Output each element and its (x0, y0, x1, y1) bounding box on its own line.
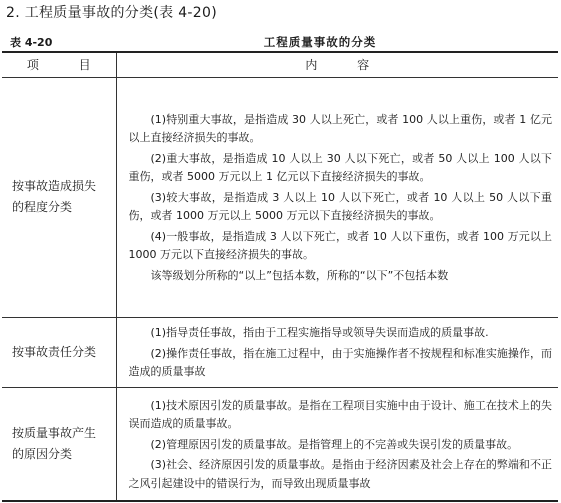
table-number: 表 4-20 (10, 36, 53, 49)
content-item: (2)管理原因引发的质量事故。是指管理上的不完善或失误引发的质量事故。 (150, 437, 519, 451)
table-row (2, 317, 558, 387)
content-item: 该等级划分所称的“以上”包括本数，所称的“以下”不包括本数 (150, 268, 449, 282)
row-category: 按事故责任分类 (2, 317, 116, 387)
content-item: (1)特别重大事故，是指造成 30 人以上死亡，或者 100 人以上重伤，或者 1 亿元以上直接经济损失的事故。 (128, 112, 552, 145)
content-item: (3)较大事故，是指造成 3 人以上 10 人以下死亡，或者 10 人以上 50 人以下重伤，或者 1000 万元以上 5000 万元以下直接经济损失的事故。 (128, 190, 552, 223)
row-content (116, 77, 558, 317)
classification-table (2, 51, 558, 502)
table-row (2, 387, 558, 501)
content-item: (4)一般事故，是指造成 3 人以下死亡，或者 10 人以下重伤，或者 100 万元以上 1000 万元以下直接经济损失的事故。 (128, 229, 552, 262)
content-item: (1)指导责任事故，指由于工程实施指导或领导失误而造成的质量事故. (150, 326, 489, 340)
table-header-row (2, 52, 558, 77)
content-item: (1)技术原因引发的质量事故。是指在工程项目实施中由于设计、施工在技术上的失误而造成的质量事故。 (128, 398, 552, 430)
content-item: (3)社会、经济原因引发的质量事故。是指由于经济因素及社会上存在的弊端和不正之风引起建设中的错误行为，而导致出现质量事故 (128, 458, 552, 490)
section-heading: 2. 工程质量事故的分类(表 4-20) (6, 5, 217, 21)
row-content (116, 387, 558, 501)
content-item: (2)操作责任事故，指在施工过程中，由于实施操作者不按规程和标准实施操作，而造成的质量事故 (128, 346, 552, 379)
row-content (116, 317, 558, 387)
header-item: 项 目 (2, 52, 116, 77)
content-item: (2)重大事故，是指造成 10 人以上 30 人以下死亡，或者 50 人以上 100 人以下重伤，或者 5000 万元以上 1 亿元以下直接经济损失的事故。 (128, 151, 552, 184)
table-title: 工程质量事故的分类 (263, 35, 377, 49)
table-row (2, 77, 558, 317)
row-category: 按事故造成损失的程度分类 (2, 77, 116, 317)
header-content: 内 容 (116, 52, 558, 77)
row-category: 按质量事故产生的原因分类 (2, 387, 116, 501)
